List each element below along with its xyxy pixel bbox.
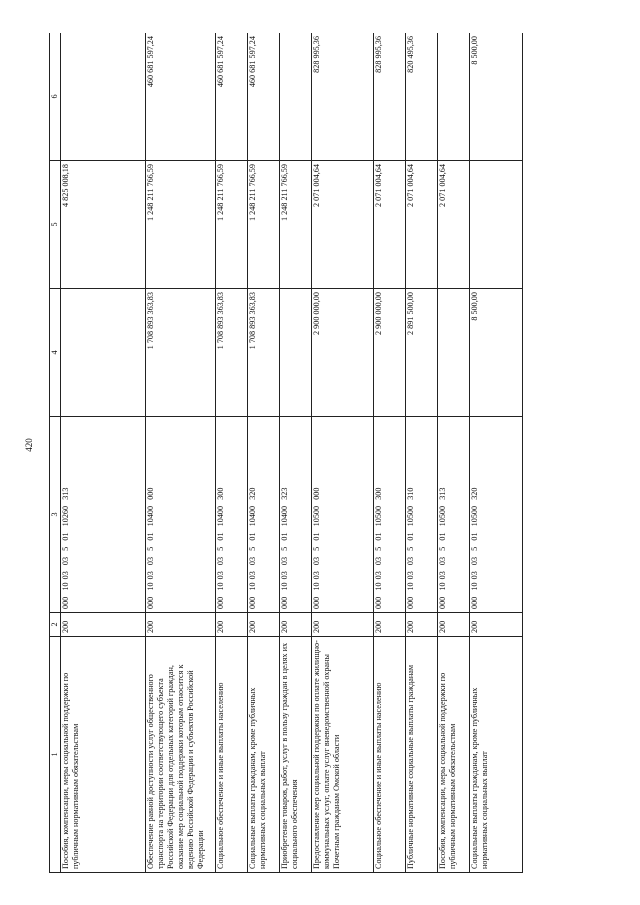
column-header-6: 6 [50, 33, 61, 161]
row-planned: 8 500,00 [469, 289, 522, 417]
row-name: Приобретение товаров, работ, услуг в пользу граждан в целях их социального обеспечения [280, 637, 312, 873]
row-remaining: 828 995,36 [312, 33, 374, 161]
table-row [146, 33, 216, 873]
row-budget-code: 000 10 03 03 5 01 10500 313 [437, 417, 469, 613]
row-admin-code: 200 [437, 613, 469, 637]
row-budget-code: 000 10 03 03 5 01 10400 000 [146, 417, 216, 613]
row-planned: 1 708 893 363,83 [216, 289, 248, 417]
column-header-1: 1 [50, 637, 61, 873]
page-number: 420 [24, 438, 34, 452]
table-row [216, 33, 248, 873]
table-row [437, 33, 469, 873]
column-header-2: 2 [50, 613, 61, 637]
row-name: Публичные нормативные социальные выплаты гражданам [405, 637, 437, 873]
row-remaining: 460 681 597,24 [146, 33, 216, 161]
row-remaining [280, 33, 312, 161]
row-executed: 2 071 004,64 [405, 161, 437, 289]
row-executed: 4 825 008,18 [61, 161, 146, 289]
row-name: Социальные выплаты гражданам, кроме публичных нормативных социальных выплат [469, 637, 522, 873]
row-executed: 1 248 211 766,59 [216, 161, 248, 289]
row-name: Пособия, компенсации, меры социальной поддержки по публичным нормативным обязательствам [437, 637, 469, 873]
row-budget-code: 000 10 03 03 5 01 10500 320 [469, 417, 522, 613]
row-executed: 2 071 004,64 [373, 161, 405, 289]
row-executed: 2 071 004,64 [312, 161, 374, 289]
row-admin-code: 200 [280, 613, 312, 637]
row-budget-code: 000 10 03 03 5 01 10260 313 [61, 417, 146, 613]
rotated-table-container [49, 33, 523, 873]
row-planned [437, 289, 469, 417]
row-admin-code: 200 [61, 613, 146, 637]
row-budget-code: 000 10 03 03 5 01 10500 310 [405, 417, 437, 613]
table-row [469, 33, 522, 873]
row-name: Социальное обеспечение и иные выплаты населению [216, 637, 248, 873]
row-budget-code: 000 10 03 03 5 01 10400 320 [248, 417, 280, 613]
row-planned [280, 289, 312, 417]
row-executed: 1 248 211 766,59 [146, 161, 216, 289]
row-planned: 1 708 893 363,83 [146, 289, 216, 417]
row-remaining: 820 495,36 [405, 33, 437, 161]
row-admin-code: 200 [216, 613, 248, 637]
column-header-3: 3 [50, 417, 61, 613]
table-row [312, 33, 374, 873]
row-name: Социальные выплаты гражданам, кроме публичных нормативных социальных выплат [248, 637, 280, 873]
row-planned: 2 900 000,00 [373, 289, 405, 417]
row-planned [61, 289, 146, 417]
row-admin-code: 200 [146, 613, 216, 637]
row-remaining: 828 995,36 [373, 33, 405, 161]
row-name: Пособия, компенсации, меры социальной поддержки по публичным нормативным обязательствам [61, 637, 146, 873]
row-name: Обеспечение равной доступности услуг общественного транспорта на территории соответствующего субъекта Российской Федерации для отдельных категорий граждан, оказание мер социальной поддержки которым относится к ведению Российской Федерации и субъектов Российской Федерации [146, 637, 216, 873]
row-remaining: 8 500,00 [469, 33, 522, 161]
row-budget-code: 000 10 03 03 5 01 10400 323 [280, 417, 312, 613]
row-planned: 1 708 893 363,83 [248, 289, 280, 417]
table-row [248, 33, 280, 873]
row-remaining: 460 681 597,24 [216, 33, 248, 161]
row-executed: 1 248 211 766,59 [248, 161, 280, 289]
header-row [50, 33, 61, 873]
row-budget-code: 000 10 03 03 5 01 10500 000 [312, 417, 374, 613]
row-remaining [437, 33, 469, 161]
table-row [405, 33, 437, 873]
table-row [373, 33, 405, 873]
row-executed [469, 161, 522, 289]
rotated-table-sheet [49, 33, 523, 873]
table-row [61, 33, 146, 873]
table-row [280, 33, 312, 873]
row-name: Предоставление мер социальной поддержки по оплате жилищно-коммунальных услуг, оплате услуг вневедомственной охраны Почетным гражданам Омской области [312, 637, 374, 873]
row-admin-code: 200 [373, 613, 405, 637]
row-remaining [61, 33, 146, 161]
row-planned: 2 900 000,00 [312, 289, 374, 417]
row-name: Социальное обеспечение и иные выплаты населению [373, 637, 405, 873]
row-budget-code: 000 10 03 03 5 01 10500 300 [373, 417, 405, 613]
column-header-5: 5 [50, 161, 61, 289]
budget-table [49, 33, 523, 873]
row-executed: 2 071 004,64 [437, 161, 469, 289]
row-executed: 1 248 211 766,59 [280, 161, 312, 289]
row-planned: 2 891 500,00 [405, 289, 437, 417]
row-admin-code: 200 [312, 613, 374, 637]
column-header-4: 4 [50, 289, 61, 417]
row-budget-code: 000 10 03 03 5 01 10400 300 [216, 417, 248, 613]
row-admin-code: 200 [405, 613, 437, 637]
row-admin-code: 200 [248, 613, 280, 637]
row-admin-code: 200 [469, 613, 522, 637]
row-remaining: 460 681 597,24 [248, 33, 280, 161]
